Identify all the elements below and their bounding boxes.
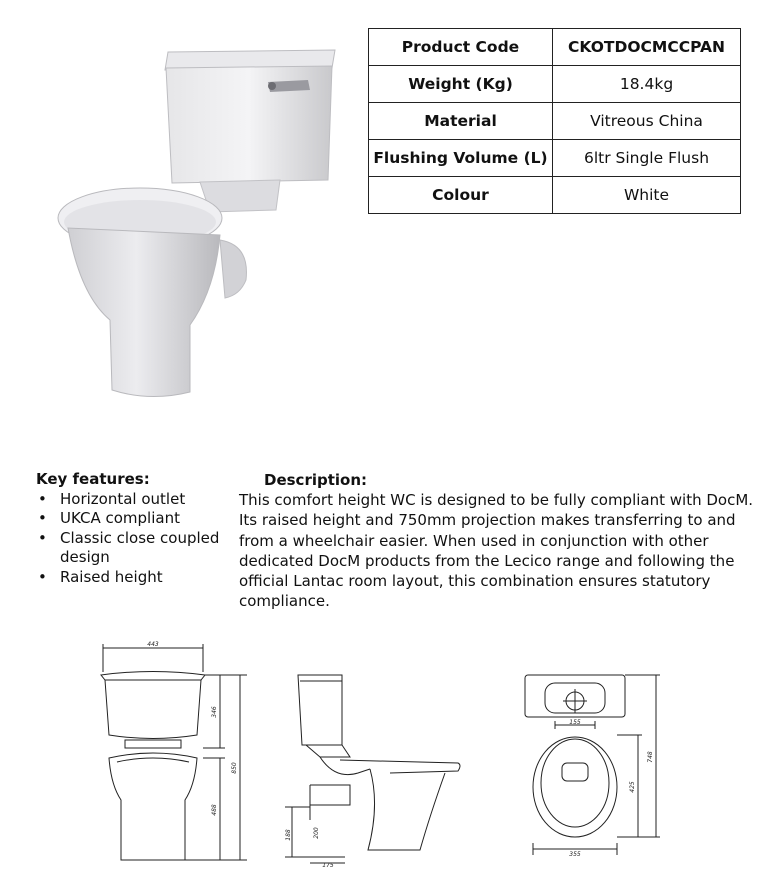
dim-pan-height: 488 <box>211 804 218 816</box>
spec-key: Colour <box>369 177 553 214</box>
key-features-heading: Key features: <box>36 470 150 488</box>
spec-value: 6ltr Single Flush <box>553 140 741 177</box>
dim-top-fix: 155 <box>569 719 581 726</box>
spec-key: Product Code <box>369 29 553 66</box>
key-features-list <box>36 490 236 588</box>
spec-key: Material <box>369 103 553 140</box>
description-heading: Description: <box>264 471 368 489</box>
spec-row-colour <box>369 177 741 214</box>
spec-value: White <box>553 177 741 214</box>
spec-key: Flushing Volume (L) <box>369 140 553 177</box>
spec-key: Weight (Kg) <box>369 66 553 103</box>
dim-overall-height: 850 <box>231 762 238 774</box>
plan-view-drawing <box>520 665 670 865</box>
list-item: • Classic close coupled design <box>36 529 236 568</box>
list-item: • Horizontal outlet <box>36 490 236 510</box>
dim-outlet-height: 188 <box>285 829 292 841</box>
front-elevation-drawing <box>95 640 250 865</box>
side-elevation-drawing <box>280 665 470 870</box>
dim-overall-depth: 748 <box>647 751 654 763</box>
spec-value: CKOTDOCMCCPAN <box>553 29 741 66</box>
spec-row-flushing-volume <box>369 140 741 177</box>
dim-pan-depth: 425 <box>629 781 636 793</box>
spec-value: Vitreous China <box>553 103 741 140</box>
spec-row-material <box>369 103 741 140</box>
product-photo <box>50 40 350 410</box>
spec-value: 18.4kg <box>553 66 741 103</box>
spec-row-product-code <box>369 29 741 66</box>
dim-pan-width: 355 <box>569 851 581 858</box>
specification-table <box>368 28 741 214</box>
description <box>239 470 773 611</box>
dim-outlet-depth: 175 <box>322 862 334 869</box>
dim-outlet-offset: 200 <box>313 827 320 839</box>
spec-row-weight <box>369 66 741 103</box>
key-features <box>36 470 236 587</box>
dim-cistern-height: 346 <box>211 706 218 718</box>
description-text: This comfort height WC is designed to be fully compliant with DocM. Its raised height and 750mm projection makes transferring to and from a wheelchair easier. When used in conjunction with other dedicated DocM products from the Lecico range and following the official Lantac room layout, this combination ensures statutory compliance. <box>239 491 754 611</box>
list-item: • UKCA compliant <box>36 509 236 529</box>
dim-front-width: 443 <box>147 641 159 648</box>
list-item: • Raised height <box>36 568 236 588</box>
